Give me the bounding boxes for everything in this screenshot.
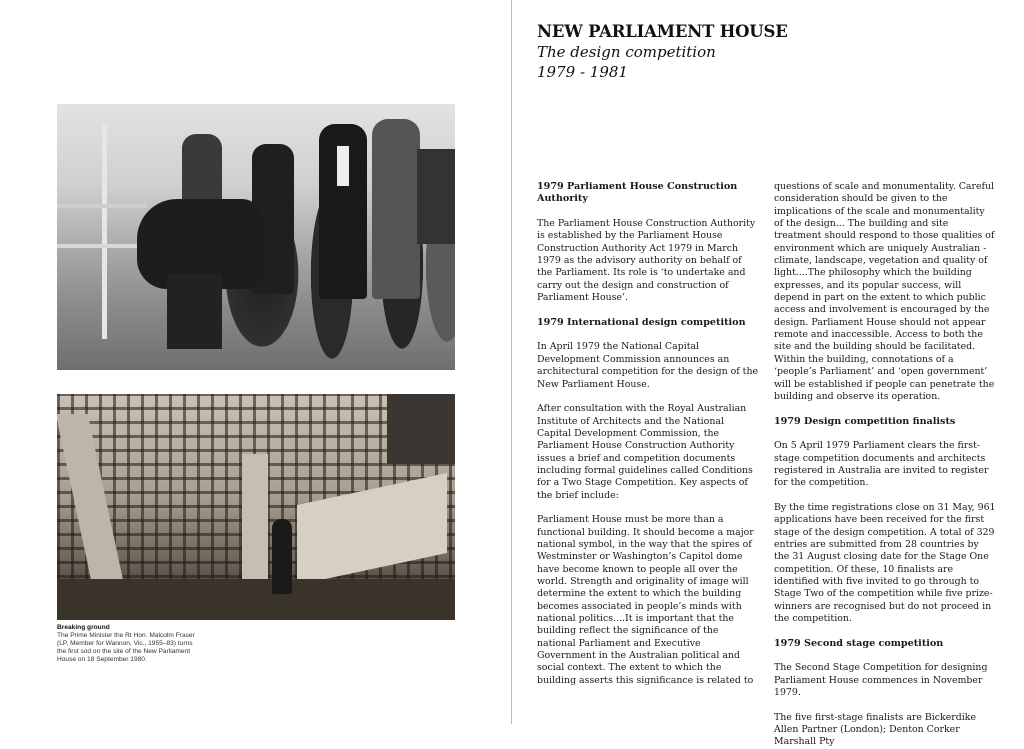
paragraph: The five first-stage finalists are Bickerdike Allen Partner (London); Denton Corker Marshall Pty xyxy=(774,711,976,748)
page-subtitle: The design competition xyxy=(537,43,716,61)
spacer xyxy=(537,391,759,403)
section-heading: 1979 Design competition finalists xyxy=(774,415,956,427)
paragraph: On 5 April 1979 Parliament clears the first-stage competition documents and architects registered in Australia are invited to register for the competition. xyxy=(774,440,989,489)
section-heading: 1979 International design competition xyxy=(537,316,746,328)
photo-construction-interior xyxy=(57,394,455,620)
paragraph: By the time registrations close on 31 May, 961 applications have been received for the first stage of the design competition. A total of 329 entries are submitted from 28 countries by the 31 August closing date for the Stage One competition. Of these, 10 finalists are identified with five invited to go through to Stage Two of the competition while five prize-winners are recognised but do not proceed in the competition. xyxy=(774,501,996,625)
paragraph: The Parliament House Construction Authority is established by the Parliament House Construction Authority Act 1979 in March 1979 as the advisory authority on behalf of the Parliament. Its role is ‘to undertake and carry out the design and construction of Parliament House’. xyxy=(537,218,756,304)
photo-figure-detail xyxy=(337,146,349,186)
paragraph: After consultation with the Royal Australian Institute of Architects and the National Capital Development Commission, the Parliament House Construction Authority issues a brief and competition documents including formal guidelines called Conditions for a Two Stage Competition. Key aspects of the brief include: xyxy=(537,403,753,501)
spacer xyxy=(774,428,996,440)
photo-crowd xyxy=(417,149,455,244)
spacer xyxy=(537,502,759,514)
quoted-brief-part-1: Parliament House must be more than a functional building. It should become a major national symbol, in the way that the spires of Westminster or Washington’s Capitol dome have become known to people all over the world. Strength and originality of image will determine the extent to which the building becomes associated in people’s minds with national politics....It is important that the building reflect the significance of the national Parliament and Executive Government in the Australian political and social context. The extent to which the building asserts this significance is related to xyxy=(537,514,754,686)
caption-text: The Prime Minister the Rt Hon. Malcolm Fraser (LP, Member for Wannon, Vic., 1955–83) turns the first sod on the site of the New Parliament House on 18 September 1980. xyxy=(57,632,195,664)
photo-post xyxy=(102,124,107,339)
section-heading: 1979 Second stage competition xyxy=(774,637,944,649)
spacer xyxy=(774,403,996,415)
spacer xyxy=(774,699,996,711)
spacer xyxy=(537,304,759,316)
photo-figure xyxy=(372,119,420,299)
spacer xyxy=(774,625,996,637)
right-page xyxy=(512,0,1024,748)
spacer xyxy=(537,329,759,341)
photo-ground xyxy=(57,579,455,620)
page-subtitle-years: 1979 - 1981 xyxy=(537,63,628,81)
caption-title: Breaking ground xyxy=(57,624,110,631)
spacer xyxy=(774,490,996,502)
text-column-left xyxy=(537,181,759,687)
quoted-brief-part-2: questions of scale and monumentality. Careful consideration should be given to the implications of the scale and monumentality of the design... The building and site treatment should respond to those qualities of environment which are uniquely Australian - climate, landscape, vegetation and quality of light....The philosophy which the building expresses, and its popular success, will depend in part on the extent to which public access and involvement is encouraged by the design. Parliament House should not appear remote and inaccessible. Access to both the site and the building should be facilitated. Within the building, connotations of a ‘people’s Parliament’ and ‘open government’ will be established if people can penetrate the building and observe its operation. xyxy=(774,181,995,402)
paragraph: The Second Stage Competition for designing Parliament House commences in November 1979. xyxy=(774,662,988,699)
photo-breaking-ground xyxy=(57,104,455,370)
text-column-right xyxy=(774,181,996,749)
photo-figure xyxy=(272,519,292,594)
photo-beam xyxy=(387,394,455,464)
photo-wall xyxy=(297,473,447,585)
spacer xyxy=(537,206,759,218)
spacer xyxy=(774,650,996,662)
paragraph: In April 1979 the National Capital Development Commission announces an architectural competition for the design of the New Parliament House. xyxy=(537,341,759,390)
photo-caption xyxy=(57,624,197,664)
page-title: NEW PARLIAMENT HOUSE xyxy=(537,22,788,41)
left-page xyxy=(0,0,511,724)
photo-figure-legs xyxy=(167,274,222,349)
section-heading: 1979 Parliament House Construction Authority xyxy=(537,181,738,205)
title-block xyxy=(537,22,837,82)
photo-rail xyxy=(57,204,147,208)
